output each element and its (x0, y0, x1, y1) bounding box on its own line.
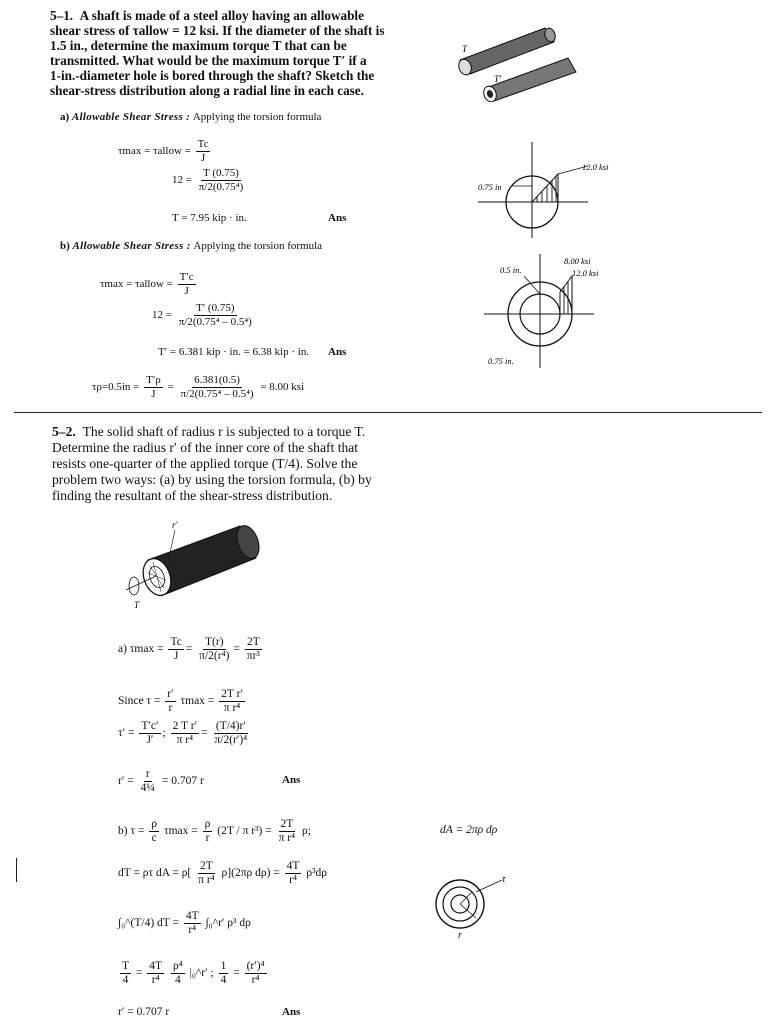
p51-statement-line-4: transmitted. What would be the maximum torque T′ if a (50, 53, 367, 68)
p52-b-integral: ∫₀^(T/4) dT = $\frac{4T}{\text{r⁴}}$ ∫₀^r′ ρ³ dρ (118, 910, 251, 936)
p51-b-eq1: τmax = τallow = $\frac{T'c}{J}$ (100, 271, 194, 297)
p52-statement-line-3: resists one-quarter of the applied torque (T/4). Solve the (52, 456, 358, 471)
sol-b-inner-radius-label: 0.5 in. (500, 265, 522, 275)
p51-b-eq3: τρ=0.5in = $\frac{T'\rho}{J}$ = $\frac{6.381(0.5)}{\text{π/2(0.75⁴ – 0.5⁴)}}$ = 8.00 ksi (92, 374, 305, 400)
p52-statement-line-5: finding the resultant of the shear-stress distribution. (52, 488, 333, 503)
p51-stress-sketch-solid (478, 140, 638, 240)
p52-statement-line-4: problem two ways: (a) by using the torsion formula, (b) by (52, 472, 372, 487)
p51-b-eq2: 12 = $\frac{T' (0.75)}{\text{π/2(0.75⁴ – 0.5⁴)}}$ (152, 302, 252, 328)
p52-a-r-prime: r′ = $\frac{r}{\text{4¼}}$ = 0.707 r (118, 768, 204, 794)
problem-divider (14, 412, 762, 413)
p51-part-b-heading: b) Allowable Shear Stress : Applying the torsion formula (60, 240, 323, 252)
p51-a-eq2: 12 = $\frac{T (0.75)}{\text{π/2(0.75⁴)}}$ (172, 167, 244, 193)
p51-a-result: T = 7.95 kip · in. (172, 212, 247, 224)
p52-b-final: $\frac{T}{4}$ = $\frac{4T}{\text{r⁴}}$ $\frac{\text{ρ⁴}}{4}$ |₀^r′ ; $\frac{1}{4}$ = $\frac{\text{(r′)⁴}}{\text{r⁴}}$ (122, 960, 265, 986)
p51-stress-sketch-hollow (484, 252, 634, 372)
p52-b-dA: dA = 2πρ dρ (440, 824, 498, 836)
p51-b-ans: Ans (328, 346, 347, 358)
p51-statement-line-6: shear-stress distribution along a radial line in each case. (50, 83, 364, 98)
p51-statement-line-3: 1.5 in., determine the maximum torque T that can be (50, 38, 347, 53)
sol-b-outer-stress-label: 12.0 ksi (572, 268, 599, 278)
p51-part-a-heading: a) Allowable Shear Stress : Applying the torsion formula (60, 111, 322, 123)
p51-b-result: T′ = 6.381 kip · in. = 6.38 kip · in. (158, 346, 310, 358)
p52-a-since: Since τ = $\frac{r'}{r}$ τmax = $\frac{\text{2T r′}}{\text{π r⁴}}$ (118, 688, 243, 714)
sol-a-stress-label: 12.0 ksi (582, 162, 609, 172)
torque-label-T-prime: T′ (494, 74, 501, 84)
p52-a-ans: Ans (282, 774, 301, 786)
p52-statement-line-1: 5–2. The solid shaft of radius r is subjected to a torque T. (52, 424, 366, 439)
p52-b-result: r′ = 0.707 r (118, 1006, 170, 1018)
p52-statement (52, 424, 420, 504)
p51-a-eq1: τmax = τallow = $\frac{Tc}{J}$ (118, 138, 209, 164)
margin-mark (16, 858, 17, 882)
p52-b-dT: dT = ρτ dA = ρ[ $\frac{2T}{\text{π r⁴}}$ ρ](2πρ dρ) = $\frac{4T}{\text{r⁴}}$ ρ³dρ (118, 860, 328, 886)
p52-a-tau-prime: τ′ = $\frac{T'c'}{J'}$ ; $\frac{\text{2 T r′}}{\text{π r⁴}}$ = $\frac{(T/4)r'}{\text{π/2(r′)⁴}}$ (118, 720, 248, 746)
p51-statement (50, 8, 388, 98)
p52-cross-section-sketch (432, 868, 532, 948)
sol-a-radius-label: 0.75 in (478, 182, 502, 192)
p51-statement-line-2: shear stress of τallow = 12 ksi. If the diameter of the shaft is (50, 23, 385, 38)
p52-fig-T: T (134, 600, 140, 610)
p52-b-ans: Ans (282, 1006, 301, 1018)
p52-statement-line-2: Determine the radius r′ of the inner core of the shaft that (52, 440, 359, 455)
torque-label-T: T (462, 44, 468, 54)
p52-sketch-tau: τ (502, 874, 506, 885)
p51-shaft-figure (450, 22, 580, 102)
p51-statement-line-5: 1-in.-diameter hole is bored through the shaft? Sketch the (50, 68, 375, 83)
p52-b-tau: b) τ = $\frac{\rho}{c}$ τmax = $\frac{\rho}{r}$ (2T / π r³) = $\frac{2T}{\text{π r⁴}}$ ρ; (118, 818, 311, 844)
sol-b-outer-radius-label: 0.75 in. (488, 356, 514, 366)
p51-a-ans: Ans (328, 212, 347, 224)
p52-shaft-figure (120, 518, 280, 610)
p52-sketch-r: r (458, 930, 462, 941)
p52-a-eq1: a) τmax = $\frac{Tc}{J}$ = $\frac{T(r)}{\text{π/2(r⁴)}}$ = $\frac{2T}{\text{πr³}}$ (118, 636, 260, 662)
sol-b-inner-stress-label: 8.00 ksi (564, 256, 591, 266)
p52-fig-r-prime: r′ (172, 520, 178, 530)
p51-statement-line-1: 5–1. A shaft is made of a steel alloy having an allowable (50, 8, 364, 23)
